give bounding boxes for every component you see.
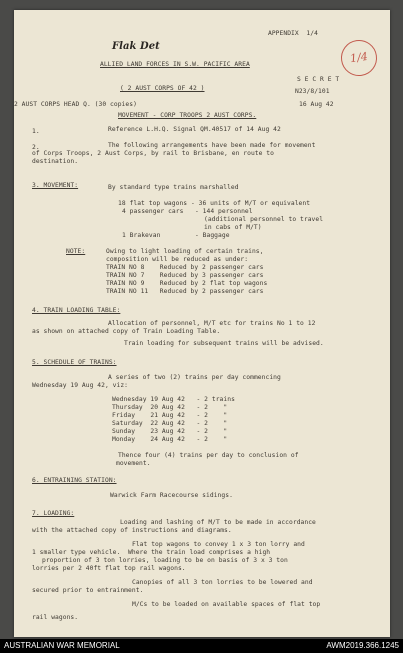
para-7-line: Flat top wagons to convey 1 x 3 ton lorry and bbox=[132, 541, 305, 548]
para-6-line: Warwick Farm Racecourse sidings. bbox=[110, 492, 233, 499]
copies-line: 2 AUST CORPS HEAD Q. (30 copies) bbox=[14, 101, 137, 108]
schedule-row: Friday 21 Aug 42 - 2 " bbox=[112, 412, 228, 419]
note-line: composition will be reduced as under: bbox=[106, 256, 249, 263]
document-page bbox=[14, 10, 390, 637]
para-4-line: as shown on attached copy of Train Loading Table. bbox=[32, 328, 221, 335]
note-train-row: TRAIN NO 7 Reduced by 3 passenger cars bbox=[106, 272, 264, 279]
para-3-heading: 3. MOVEMENT: bbox=[32, 182, 79, 189]
para-4-line: Allocation of personnel, M/T etc for trains No 1 to 12 bbox=[108, 320, 316, 327]
document-date: 16 Aug 42 bbox=[299, 101, 334, 108]
para-2-number: 2. bbox=[32, 144, 40, 151]
train-composition-line: 1 Brakevan - Baggage bbox=[122, 232, 230, 239]
reference-number: N23/8/101 bbox=[295, 88, 330, 95]
secret-label: S E C R E T bbox=[297, 76, 340, 83]
train-composition-line: (additional personnel to travel bbox=[204, 216, 324, 223]
para-3-intro: By standard type trains marshalled bbox=[108, 184, 239, 191]
para-2-line: The following arrangements have been made for movement bbox=[108, 142, 316, 149]
para-1-text: Reference L.H.Q. Signal QM.40517 of 14 Aug 42 bbox=[108, 126, 281, 133]
schedule-row: Monday 24 Aug 42 - 2 " bbox=[112, 436, 228, 443]
para-5-line: Wednesday 19 Aug 42, viz: bbox=[32, 382, 129, 389]
para-5-line: A series of two (2) trains per day commencing bbox=[108, 374, 281, 381]
para-2-line: of Corps Troops, 2 Aust Corps, by rail to Brisbane, en route to bbox=[32, 150, 274, 157]
note-train-row: TRAIN NO 9 Reduced by 2 flat top wagons bbox=[106, 280, 268, 287]
schedule-row: Thursday 20 Aug 42 - 2 " bbox=[112, 404, 228, 411]
train-composition-line: 4 passenger cars - 144 personnel bbox=[122, 208, 253, 215]
archive-name: AUSTRALIAN WAR MEMORIAL bbox=[4, 641, 120, 650]
train-composition-line: in cabs of M/T) bbox=[204, 224, 262, 231]
para-7-line: Loading and lashing of M/T to be made in accordance bbox=[120, 519, 316, 526]
schedule-row: Wednesday 19 Aug 42 - 2 trains bbox=[112, 396, 235, 403]
schedule-row: Sunday 23 Aug 42 - 2 " bbox=[112, 428, 228, 435]
para-7-line: Canopies of all 3 ton lorries to be lowered and bbox=[132, 579, 313, 586]
para-1-number: 1. bbox=[32, 128, 40, 135]
para-5-line: movement. bbox=[116, 460, 151, 467]
header-line-2: ( 2 AUST CORPS OF 42 ) bbox=[120, 85, 205, 92]
header-line-1: ALLIED LAND FORCES IN S.W. PACIFIC AREA bbox=[100, 61, 250, 68]
archive-reference: AWM2019.366.1245 bbox=[326, 641, 399, 650]
para-7-line: 1 smaller type vehicle. Where the train load comprises a high bbox=[32, 549, 271, 556]
appendix-label: APPENDIX 1/4 bbox=[268, 30, 318, 37]
para-2-line: destination. bbox=[32, 158, 79, 165]
archive-footer bbox=[0, 639, 403, 653]
movement-title: MOVEMENT - CORP TROOPS 2 AUST CORPS. bbox=[118, 112, 257, 119]
page-number-stamp: 1/4 bbox=[339, 38, 380, 79]
note-train-row: TRAIN NO 11 Reduced by 2 passenger cars bbox=[106, 288, 264, 295]
para-7-line: lorries per 2 40ft flat top rail wagons. bbox=[32, 565, 186, 572]
para-7-line: rail wagons. bbox=[32, 614, 79, 621]
para-7-heading: 7. LOADING: bbox=[32, 510, 75, 517]
para-5-line: Thence four (4) trains per day to conclusion of bbox=[118, 452, 299, 459]
schedule-row: Saturday 22 Aug 42 - 2 " bbox=[112, 420, 228, 427]
handwritten-note: Flak Det bbox=[112, 41, 160, 52]
para-4-heading: 4. TRAIN LOADING TABLE: bbox=[32, 307, 121, 314]
note-line: Owing to light loading of certain trains, bbox=[106, 248, 264, 255]
para-6-heading: 6. ENTRAINING STATION: bbox=[32, 477, 117, 484]
note-heading: NOTE: bbox=[66, 248, 86, 255]
para-5-heading: 5. SCHEDULE OF TRAINS: bbox=[32, 359, 117, 366]
train-composition-line: 18 flat top wagons - 36 units of M/T or equivalent bbox=[118, 200, 311, 207]
para-7-line: with the attached copy of instructions and diagrams. bbox=[32, 527, 232, 534]
para-7-line: secured prior to entrainment. bbox=[32, 587, 144, 594]
para-7-line: proportion of 3 ton lorries, loading to be on basis of 3 x 3 ton bbox=[42, 557, 288, 564]
note-train-row: TRAIN NO 8 Reduced by 2 passenger cars bbox=[106, 264, 264, 271]
para-7-line: M/Cs to be loaded on available spaces of flat top bbox=[132, 601, 321, 608]
para-4-line: Train loading for subsequent trains will be advised. bbox=[124, 340, 324, 347]
